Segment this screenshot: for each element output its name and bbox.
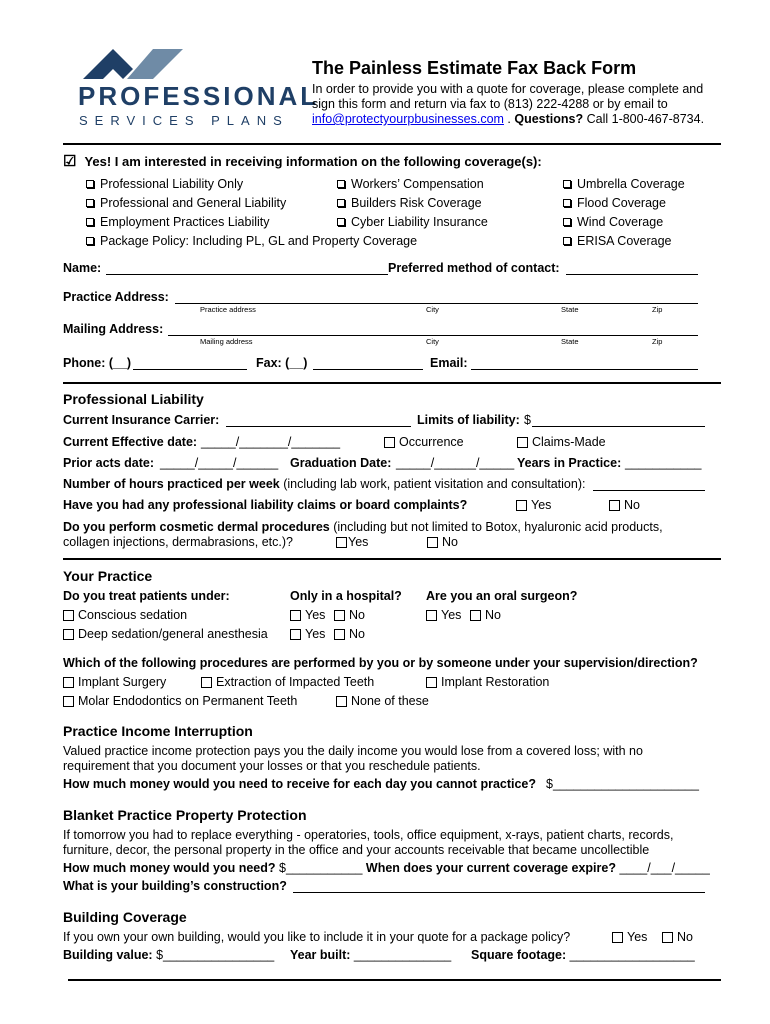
practice-heading: Your Practice xyxy=(63,568,153,584)
checkbox-icon[interactable] xyxy=(86,180,94,188)
checkbox-icon[interactable] xyxy=(201,677,212,688)
occurrence-option[interactable]: Occurrence xyxy=(384,435,464,449)
effective-date-input[interactable]: _____/_______/_______ xyxy=(201,435,341,449)
practice-sub-state: State xyxy=(561,305,579,314)
intro-line-3 xyxy=(312,112,704,126)
checkbox-icon[interactable] xyxy=(290,610,301,621)
checkbox-icon[interactable] xyxy=(63,696,74,707)
hours-input[interactable] xyxy=(593,490,705,491)
coverage-option[interactable]: Package Policy: Including PL, GL and Property Coverage xyxy=(86,232,417,251)
square-footage-input[interactable]: __________________ xyxy=(566,948,695,962)
income-amount-input[interactable]: $_____________________ xyxy=(546,777,699,791)
property-expire-input[interactable]: ____/___/_____ xyxy=(615,861,710,875)
cosmetic-no[interactable]: No xyxy=(427,535,458,549)
oral-surgeon-question: Are you an oral surgeon? xyxy=(426,589,578,603)
practice-sub-city: City xyxy=(426,305,439,314)
form-title: The Painless Estimate Fax Back Form xyxy=(312,58,637,78)
cosmetic-question-2: collagen injections, dermabrasions, etc.)? xyxy=(63,535,293,549)
procedure-implant-restoration[interactable]: Implant Restoration xyxy=(426,675,549,689)
divider xyxy=(63,382,721,384)
coverage-option[interactable]: Flood Coverage xyxy=(563,194,685,213)
construction-question: What is your building’s construction? xyxy=(63,879,287,893)
checkbox-icon[interactable] xyxy=(337,218,345,226)
cosmetic-yes[interactable]: Yes xyxy=(336,535,368,549)
checkbox-icon[interactable] xyxy=(563,199,571,207)
checkbox-icon[interactable] xyxy=(470,610,481,621)
coverage-option[interactable]: ERISA Coverage xyxy=(563,232,685,251)
checkbox-icon[interactable] xyxy=(516,500,527,511)
year-built-input[interactable]: ______________ xyxy=(350,948,452,962)
email-link[interactable]: info@protectyourpbusinesses.com xyxy=(312,112,504,126)
procedure-none[interactable]: None of these xyxy=(336,694,429,708)
building-value-input[interactable]: $________________ xyxy=(152,948,275,962)
coverage-heading xyxy=(63,152,542,170)
property-text-2: furniture, decor, the personal property in the office and your accounts receivable that became uncollectible xyxy=(63,843,650,857)
property-text-1: If tomorrow you had to replace everything - operatories, tools, office equipment, x-rays, patient charts, records, xyxy=(63,828,674,842)
claims-question: Have you had any professional liability claims or board complaints? xyxy=(63,498,468,512)
coverage-col-2 xyxy=(337,175,488,232)
square-footage-row: Square footage: __________________ xyxy=(471,948,695,962)
coverage-option[interactable]: Builders Risk Coverage xyxy=(337,194,488,213)
limits-dollar: $ xyxy=(524,413,531,427)
income-text-1: Valued practice income protection pays you the daily income you would lose from a covered loss; with no xyxy=(63,744,643,758)
fax-input[interactable] xyxy=(313,369,423,370)
preferred-contact-input[interactable] xyxy=(566,274,698,275)
email-label: Email: xyxy=(430,356,468,370)
preferred-contact-label: Preferred method of contact: xyxy=(388,261,560,275)
checkbox-icon[interactable] xyxy=(63,610,74,621)
checkbox-icon[interactable] xyxy=(334,629,345,640)
income-text-2: requirement that you document your losses or that you reschedule patients. xyxy=(63,759,481,773)
checkbox-icon[interactable] xyxy=(86,237,94,245)
property-amount-input[interactable]: $___________ xyxy=(275,861,366,875)
mailing-address-input[interactable] xyxy=(168,335,698,336)
checkbox-icon[interactable] xyxy=(609,500,620,511)
oral-no[interactable]: No xyxy=(470,608,501,622)
procedure-extraction[interactable]: Extraction of Impacted Teeth xyxy=(201,675,374,689)
coverage-col-3 xyxy=(563,175,685,251)
prior-acts-label: Prior acts date: xyxy=(63,456,155,470)
checkbox-icon[interactable] xyxy=(336,537,347,548)
construction-input[interactable] xyxy=(293,892,705,893)
checkbox-icon[interactable] xyxy=(86,199,94,207)
coverage-option[interactable]: Employment Practices Liability xyxy=(86,213,417,232)
cosmetic-question: Do you perform cosmetic dermal procedures (including but not limited to Botox, hyaluronic acid products, xyxy=(63,520,663,534)
years-input[interactable]: ___________ xyxy=(625,456,702,470)
name-input[interactable] xyxy=(106,274,388,275)
coverage-option[interactable]: Cyber Liability Insurance xyxy=(337,213,488,232)
building-yes[interactable]: Yes xyxy=(612,930,647,944)
limits-input[interactable] xyxy=(532,426,705,427)
checkbox-icon[interactable] xyxy=(337,180,345,188)
checkbox-icon[interactable] xyxy=(612,932,623,943)
claims-no[interactable]: No xyxy=(609,498,640,512)
mailing-address-label: Mailing Address: xyxy=(63,322,164,336)
name-label: Name: xyxy=(63,261,102,275)
hospital-yes-2[interactable]: Yes xyxy=(290,627,325,641)
coverage-option[interactable]: Umbrella Coverage xyxy=(563,175,685,194)
questions-text: Call 1-800-467-8734. xyxy=(583,112,705,126)
years-label: Years in Practice: xyxy=(517,456,622,470)
hospital-no-2[interactable]: No xyxy=(334,627,365,641)
pl-heading: Professional Liability xyxy=(63,391,204,407)
income-question: How much money would you need to receive for each day you cannot practice? xyxy=(63,777,537,791)
claims-yes[interactable]: Yes xyxy=(516,498,551,512)
conscious-sedation-option[interactable]: Conscious sedation xyxy=(63,608,187,622)
effective-label: Current Effective date: xyxy=(63,435,198,449)
checked-box-icon[interactable]: ☑ xyxy=(63,153,77,170)
checkbox-icon[interactable] xyxy=(662,932,673,943)
intro-separator: . xyxy=(503,112,515,126)
mailing-sub-zip: Zip xyxy=(652,337,663,346)
carrier-label: Current Insurance Carrier: xyxy=(63,413,220,427)
property-heading: Blanket Practice Property Protection xyxy=(63,807,307,823)
coverage-option[interactable]: Professional and General Liability xyxy=(86,194,417,213)
practice-address-input[interactable] xyxy=(175,303,698,304)
checkbox-icon[interactable] xyxy=(63,629,74,640)
building-row: Building value: $________________ xyxy=(63,948,275,962)
checkbox-icon[interactable] xyxy=(334,610,345,621)
hospital-question: Only in a hospital? xyxy=(290,589,402,603)
checkbox-icon[interactable] xyxy=(426,610,437,621)
income-heading: Practice Income Interruption xyxy=(63,723,253,739)
intro-line-2: sign this form and return via fax to (813) 222-4288 or by email to xyxy=(312,97,668,111)
checkbox-icon[interactable] xyxy=(563,180,571,188)
coverage-option[interactable]: Professional Liability Only xyxy=(86,175,417,194)
hours-question: Number of hours practiced per week (including lab work, patient visitation and consultation): xyxy=(63,477,586,491)
checkbox-icon[interactable] xyxy=(86,218,94,226)
treat-question: Do you treat patients under: xyxy=(63,589,230,603)
mailing-sub-city: City xyxy=(426,337,439,346)
hospital-yes-1[interactable]: Yes xyxy=(290,608,325,622)
procedure-molar-endodontics[interactable]: Molar Endodontics on Permanent Teeth xyxy=(63,694,297,708)
hospital-no-1[interactable]: No xyxy=(334,608,365,622)
procedure-implant-surgery[interactable]: Implant Surgery xyxy=(63,675,166,689)
procedures-question: Which of the following procedures are performed by you or by someone under your supervision/direction? xyxy=(63,656,698,670)
mailing-sub-state: State xyxy=(561,337,579,346)
checkbox-icon[interactable] xyxy=(336,696,347,707)
divider xyxy=(63,558,721,560)
email-input[interactable] xyxy=(471,369,698,370)
graduation-input[interactable]: _____/______/_____ xyxy=(396,456,515,470)
year-built-row: Year built: ______________ xyxy=(290,948,452,962)
checkbox-icon[interactable] xyxy=(337,199,345,207)
graduation-label: Graduation Date: xyxy=(290,456,392,470)
intro-line-1: In order to provide you with a quote for coverage, please complete and xyxy=(312,82,704,96)
logo-text-professional: PROFESSIONAL xyxy=(78,81,320,111)
checkbox-icon[interactable] xyxy=(563,237,571,245)
checkbox-icon[interactable] xyxy=(384,437,395,448)
logo-text-services: SERVICES PLANS xyxy=(79,113,289,128)
checkbox-icon[interactable] xyxy=(517,437,528,448)
coverage-heading-text: Yes! I am interested in receiving information on the following coverage(s): xyxy=(84,154,542,169)
carrier-input[interactable] xyxy=(226,426,411,427)
fax-label: Fax: (__) xyxy=(256,356,308,370)
logo xyxy=(78,45,320,130)
coverage-option[interactable]: Workers’ Compensation xyxy=(337,175,488,194)
practice-address-label: Practice Address: xyxy=(63,290,169,304)
checkbox-icon[interactable] xyxy=(426,677,437,688)
coverage-option[interactable]: Wind Coverage xyxy=(563,213,685,232)
building-heading: Building Coverage xyxy=(63,909,187,925)
checkbox-icon[interactable] xyxy=(290,629,301,640)
deep-sedation-option[interactable]: Deep sedation/general anesthesia xyxy=(63,627,268,641)
oral-yes[interactable]: Yes xyxy=(426,608,461,622)
questions-label: Questions? xyxy=(514,112,584,126)
logo-mark-icon xyxy=(83,45,193,81)
divider xyxy=(68,979,721,981)
checkbox-icon[interactable] xyxy=(563,218,571,226)
phone-label: Phone: (__) xyxy=(63,356,132,370)
prior-acts-input[interactable]: _____/_____/______ xyxy=(160,456,279,470)
claims-made-option[interactable]: Claims-Made xyxy=(517,435,606,449)
checkbox-icon[interactable] xyxy=(427,537,438,548)
property-question-1: How much money would you need? $___________ When does your current coverage expire? ____/___/_____ xyxy=(63,861,710,875)
phone-input[interactable] xyxy=(133,369,247,370)
practice-sub-address: Practice address xyxy=(200,305,256,314)
practice-sub-zip: Zip xyxy=(652,305,663,314)
mailing-sub-address: Mailing address xyxy=(200,337,253,346)
divider xyxy=(63,143,721,145)
building-text: If you own your own building, would you like to include it in your quote for a package policy? xyxy=(63,930,571,944)
checkbox-icon[interactable] xyxy=(63,677,74,688)
building-no[interactable]: No xyxy=(662,930,693,944)
limits-label: Limits of liability: xyxy=(417,413,520,427)
